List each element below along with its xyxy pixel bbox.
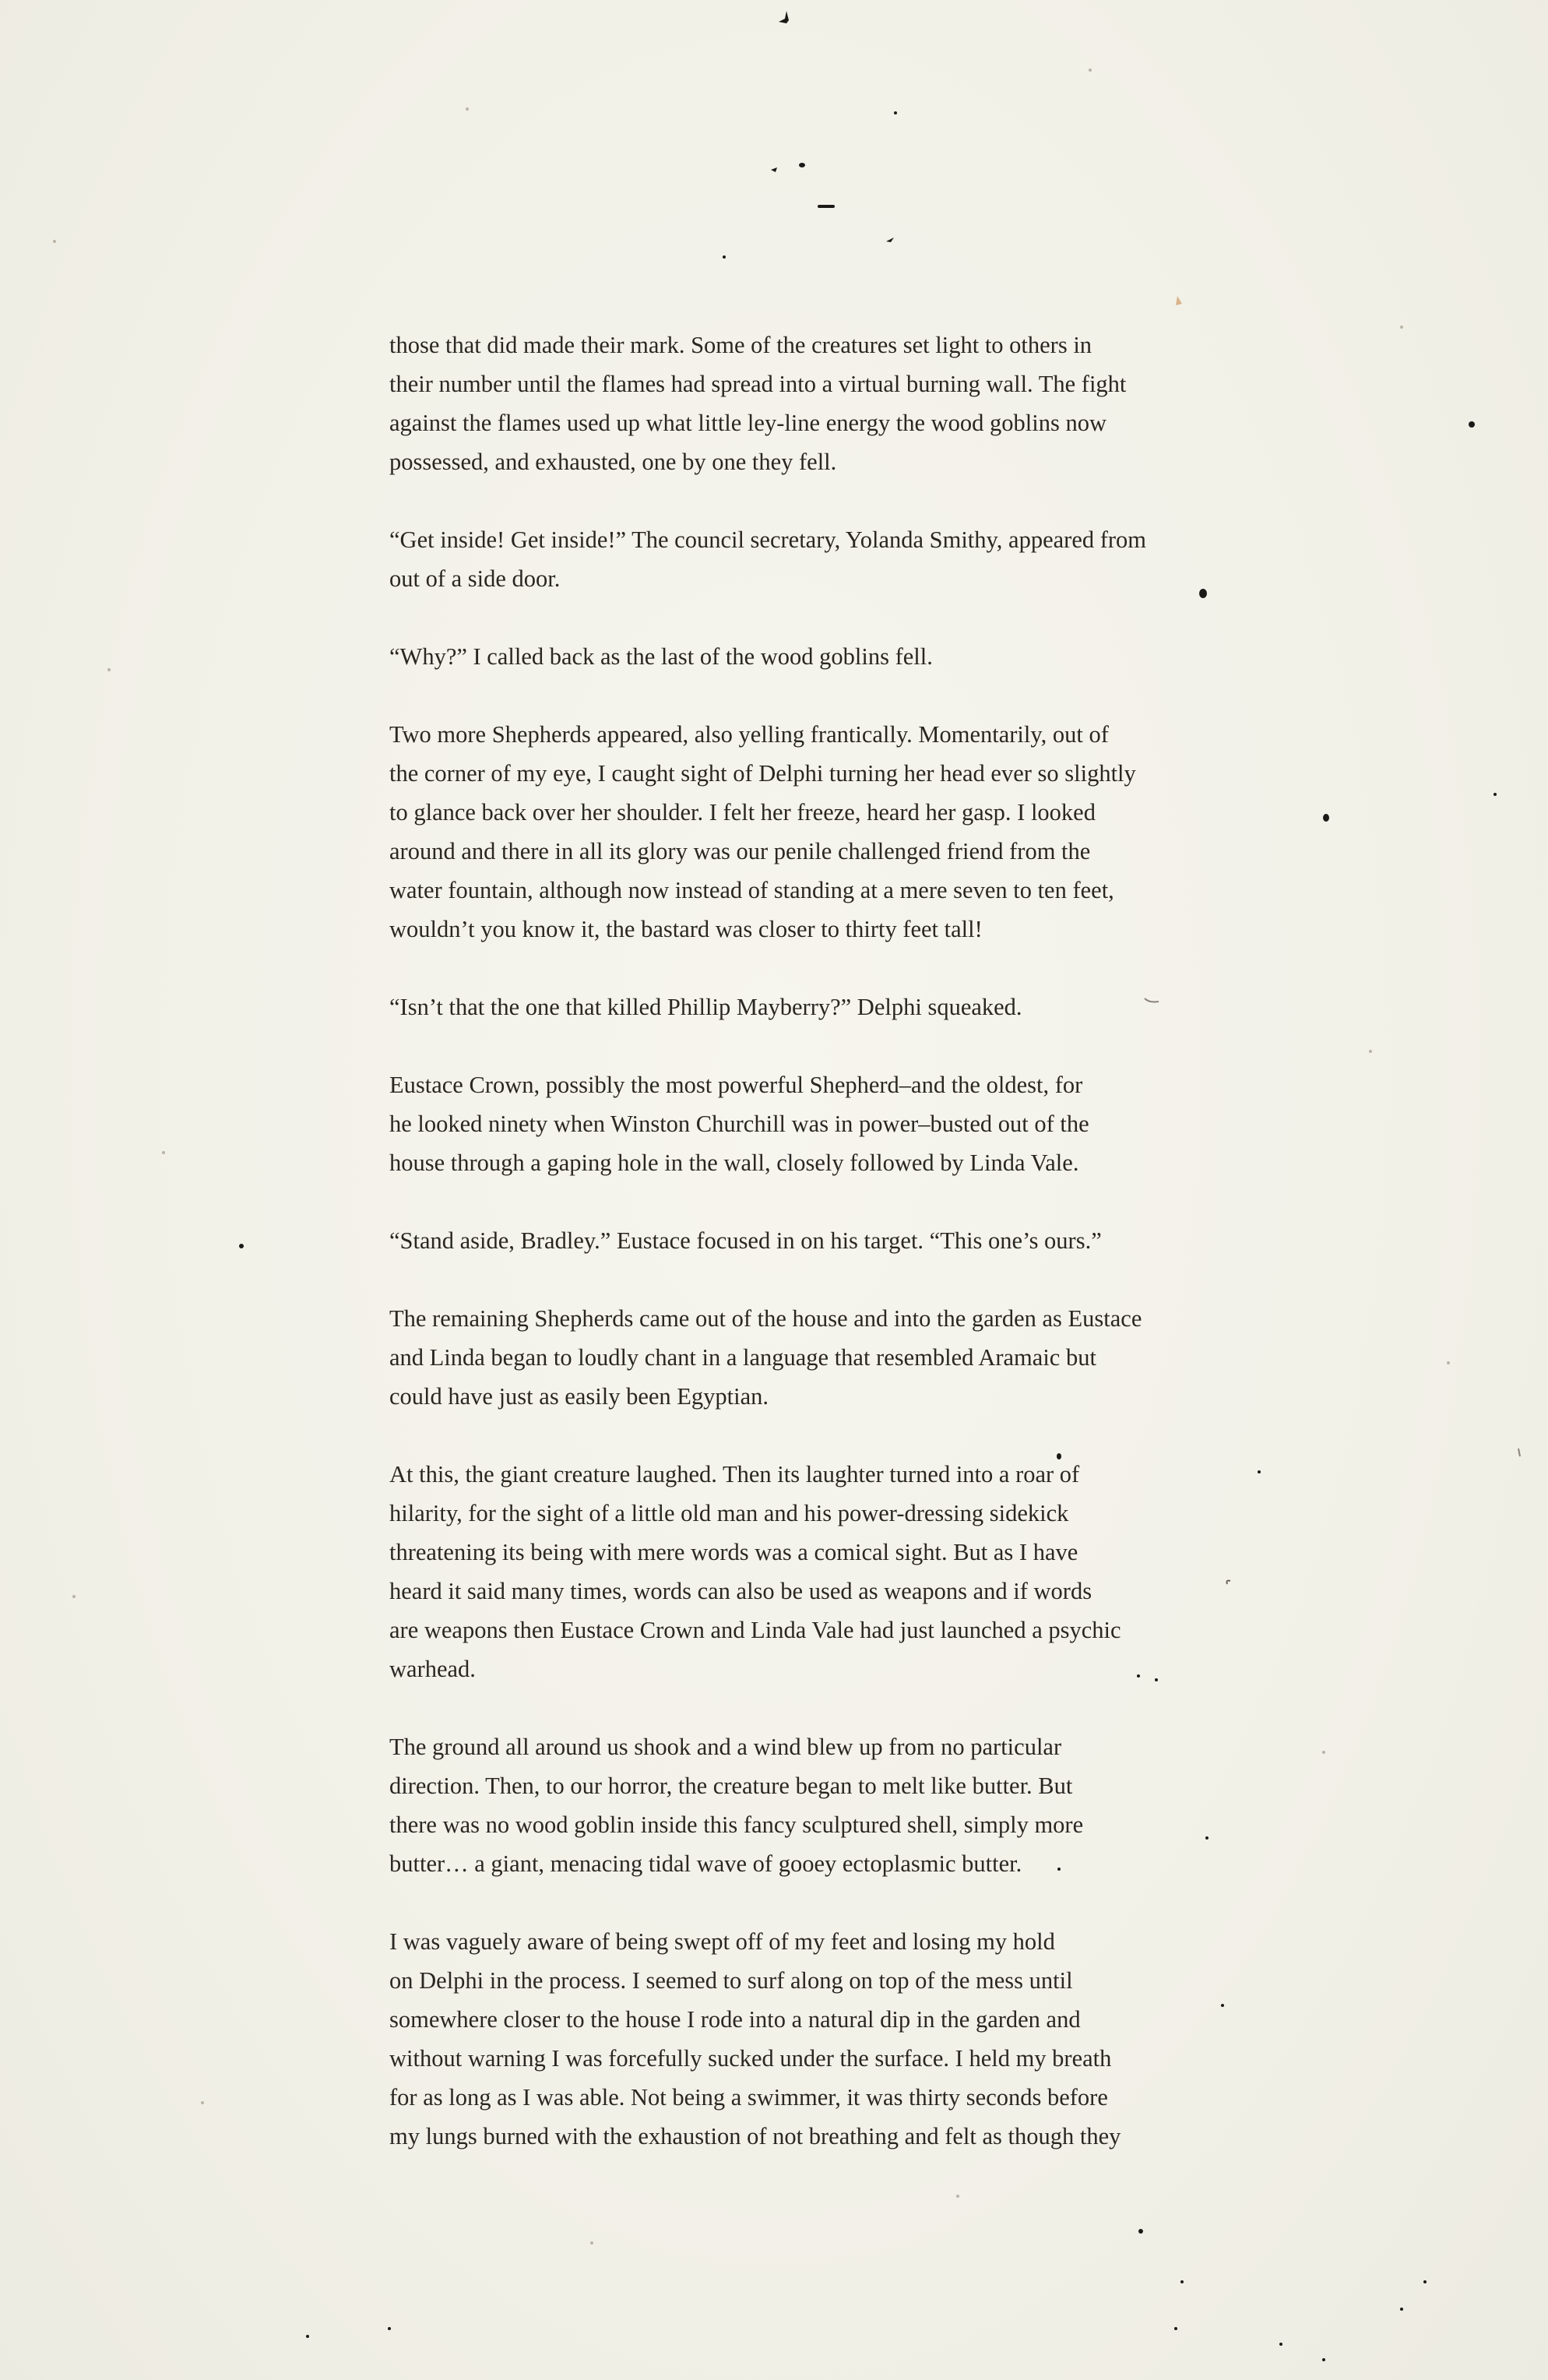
body-text xyxy=(389,326,1246,2156)
paragraph: “Isn’t that the one that killed Phillip Mayberry?” Delphi squeaked. xyxy=(389,994,1022,1020)
paragraph: At this, the giant creature laughed. Then its laughter turned into a roar of hilarity, for the sight of a little old man and his power-dressing sidekick threatening its being with mere words was a comical sight. But as I have heard it said many times, words can also be used as weapons and if words are weapons then Eustace Crown and Linda Vale had just launched a psychic warhead. xyxy=(389,1461,1121,1682)
paragraph: I was vaguely aware of being swept off of my feet and losing my hold on Delphi in the process. I seemed to surf along on top of the mess until somewhere closer to the house I rode into a natural dip in the garden and without warning I was forcefully sucked under the surface. I held my breath for as long as I was able. Not being a swimmer, it was thirty seconds before my lungs burned with the exhaustion of not breathing and felt as though they xyxy=(389,1928,1121,2149)
paragraph: “Get inside! Get inside!” The council secretary, Yolanda Smithy, appeared from out of a side door. xyxy=(389,526,1147,592)
paragraph: Eustace Crown, possibly the most powerful Shepherd–and the oldest, for he looked ninety when Winston Churchill was in power–busted out of the house through a gaping hole in the wall, closely followed by Linda Vale. xyxy=(389,1072,1089,1176)
paragraph: The remaining Shepherds came out of the house and into the garden as Eustace and Linda began to loudly chant in a language that resembled Aramaic but could have just as easily been Egyptian. xyxy=(389,1305,1142,1410)
paragraph: The ground all around us shook and a wind blew up from no particular direction. Then, to our horror, the creature began to melt like butter. But there was no wood goblin inside this fancy sculptured shell, simply more butter… a giant, menacing tidal wave of gooey ectoplasmic butter. xyxy=(389,1734,1084,1877)
paragraph: those that did made their mark. Some of the creatures set light to others in their number until the flames had spread into a virtual burning wall. The fight against the flames used up what little ley-line energy the wood goblins now possessed, and exhausted, one by one they fell. xyxy=(389,332,1127,475)
paragraph: “Stand aside, Bradley.” Eustace focused in on his target. “This one’s ours.” xyxy=(389,1227,1102,1254)
paragraph: “Why?” I called back as the last of the wood goblins fell. xyxy=(389,643,933,670)
paragraph: Two more Shepherds appeared, also yelling frantically. Momentarily, out of the corner of my eye, I caught sight of Delphi turning her head ever so slightly to glance back over her shoulder. I felt her freeze, heard her gasp. I looked around and there in all its glory was our penile challenged friend from the water fountain, although now instead of standing at a mere seven to ten feet, wouldn’t you know it, the bastard was closer to thirty feet tall! xyxy=(389,721,1136,942)
